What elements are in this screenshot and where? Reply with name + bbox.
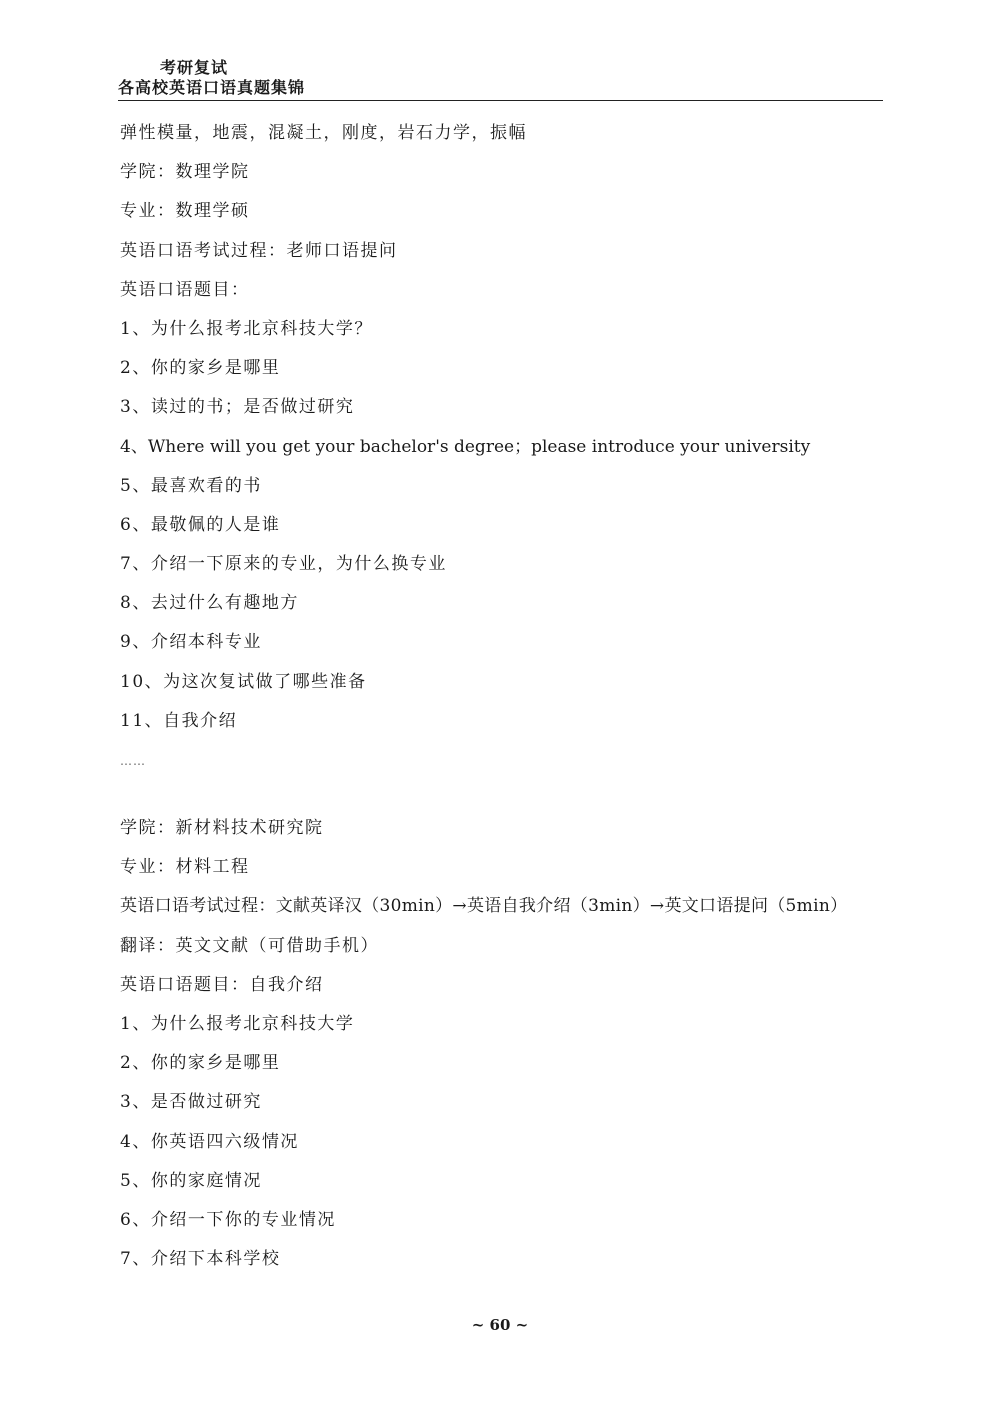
section1-question: 2、你的家乡是哪里 — [120, 358, 281, 379]
section1-questions-label: 英语口语题目： — [120, 279, 250, 300]
header-subtitle: 考研复试 — [160, 58, 229, 77]
section1-question: 11、自我介绍 — [120, 710, 238, 731]
header-title: 各高校英语口语真题集锦 — [118, 78, 306, 97]
section1-college: 学院：数理学院 — [120, 162, 250, 183]
page-number: ~ 60 ~ — [471, 1316, 529, 1334]
section1-question: 8、去过什么有趣地方 — [120, 593, 299, 614]
section1-question: 7、介绍一下原来的专业，为什么换专业 — [120, 554, 447, 575]
section1-question: 4、Where will you get your bachelor's degree；please introduce your university — [120, 436, 811, 457]
section1-question: 5、最喜欢看的书 — [120, 475, 262, 496]
document-body — [120, 114, 890, 1279]
section2-question: 7、介绍下本科学校 — [120, 1249, 281, 1270]
section1-question: 6、最敬佩的人是谁 — [120, 514, 281, 535]
header-divider — [118, 100, 883, 101]
section2-question: 4、你英语四六级情况 — [120, 1131, 299, 1152]
section1-question: 3、读过的书；是否做过研究 — [120, 397, 355, 418]
section-spacer — [120, 781, 890, 809]
page-header — [118, 58, 883, 101]
section2-major: 专业：材料工程 — [120, 857, 250, 878]
section2-questions-label: 英语口语题目：自我介绍 — [120, 974, 324, 995]
section1-ellipsis: …… — [120, 754, 146, 768]
section1-question: 10、为这次复试做了哪些准备 — [120, 671, 367, 692]
section2-question: 2、你的家乡是哪里 — [120, 1053, 281, 1074]
section2-question: 6、介绍一下你的专业情况 — [120, 1209, 336, 1230]
section2-process: 英语口语考试过程：文献英译汉（30min）→英语自我介绍（3min）→英文口语提问（5min） — [120, 896, 848, 917]
section1-process: 英语口语考试过程：老师口语提问 — [120, 240, 398, 261]
keywords-line: 弹性模量，地震，混凝土，刚度，岩石力学，振幅 — [120, 123, 527, 143]
section2-question: 5、你的家庭情况 — [120, 1170, 262, 1191]
section2-question: 3、是否做过研究 — [120, 1092, 262, 1113]
section2-question: 1、为什么报考北京科技大学 — [120, 1013, 355, 1034]
section2-translation: 翻译：英文文献（可借助手机） — [120, 935, 379, 956]
section2-college: 学院：新材料技术研究院 — [120, 818, 324, 838]
section1-major: 专业：数理学硕 — [120, 201, 250, 222]
section1-question: 9、介绍本科专业 — [120, 632, 262, 653]
section1-question: 1、为什么报考北京科技大学？ — [120, 318, 373, 339]
